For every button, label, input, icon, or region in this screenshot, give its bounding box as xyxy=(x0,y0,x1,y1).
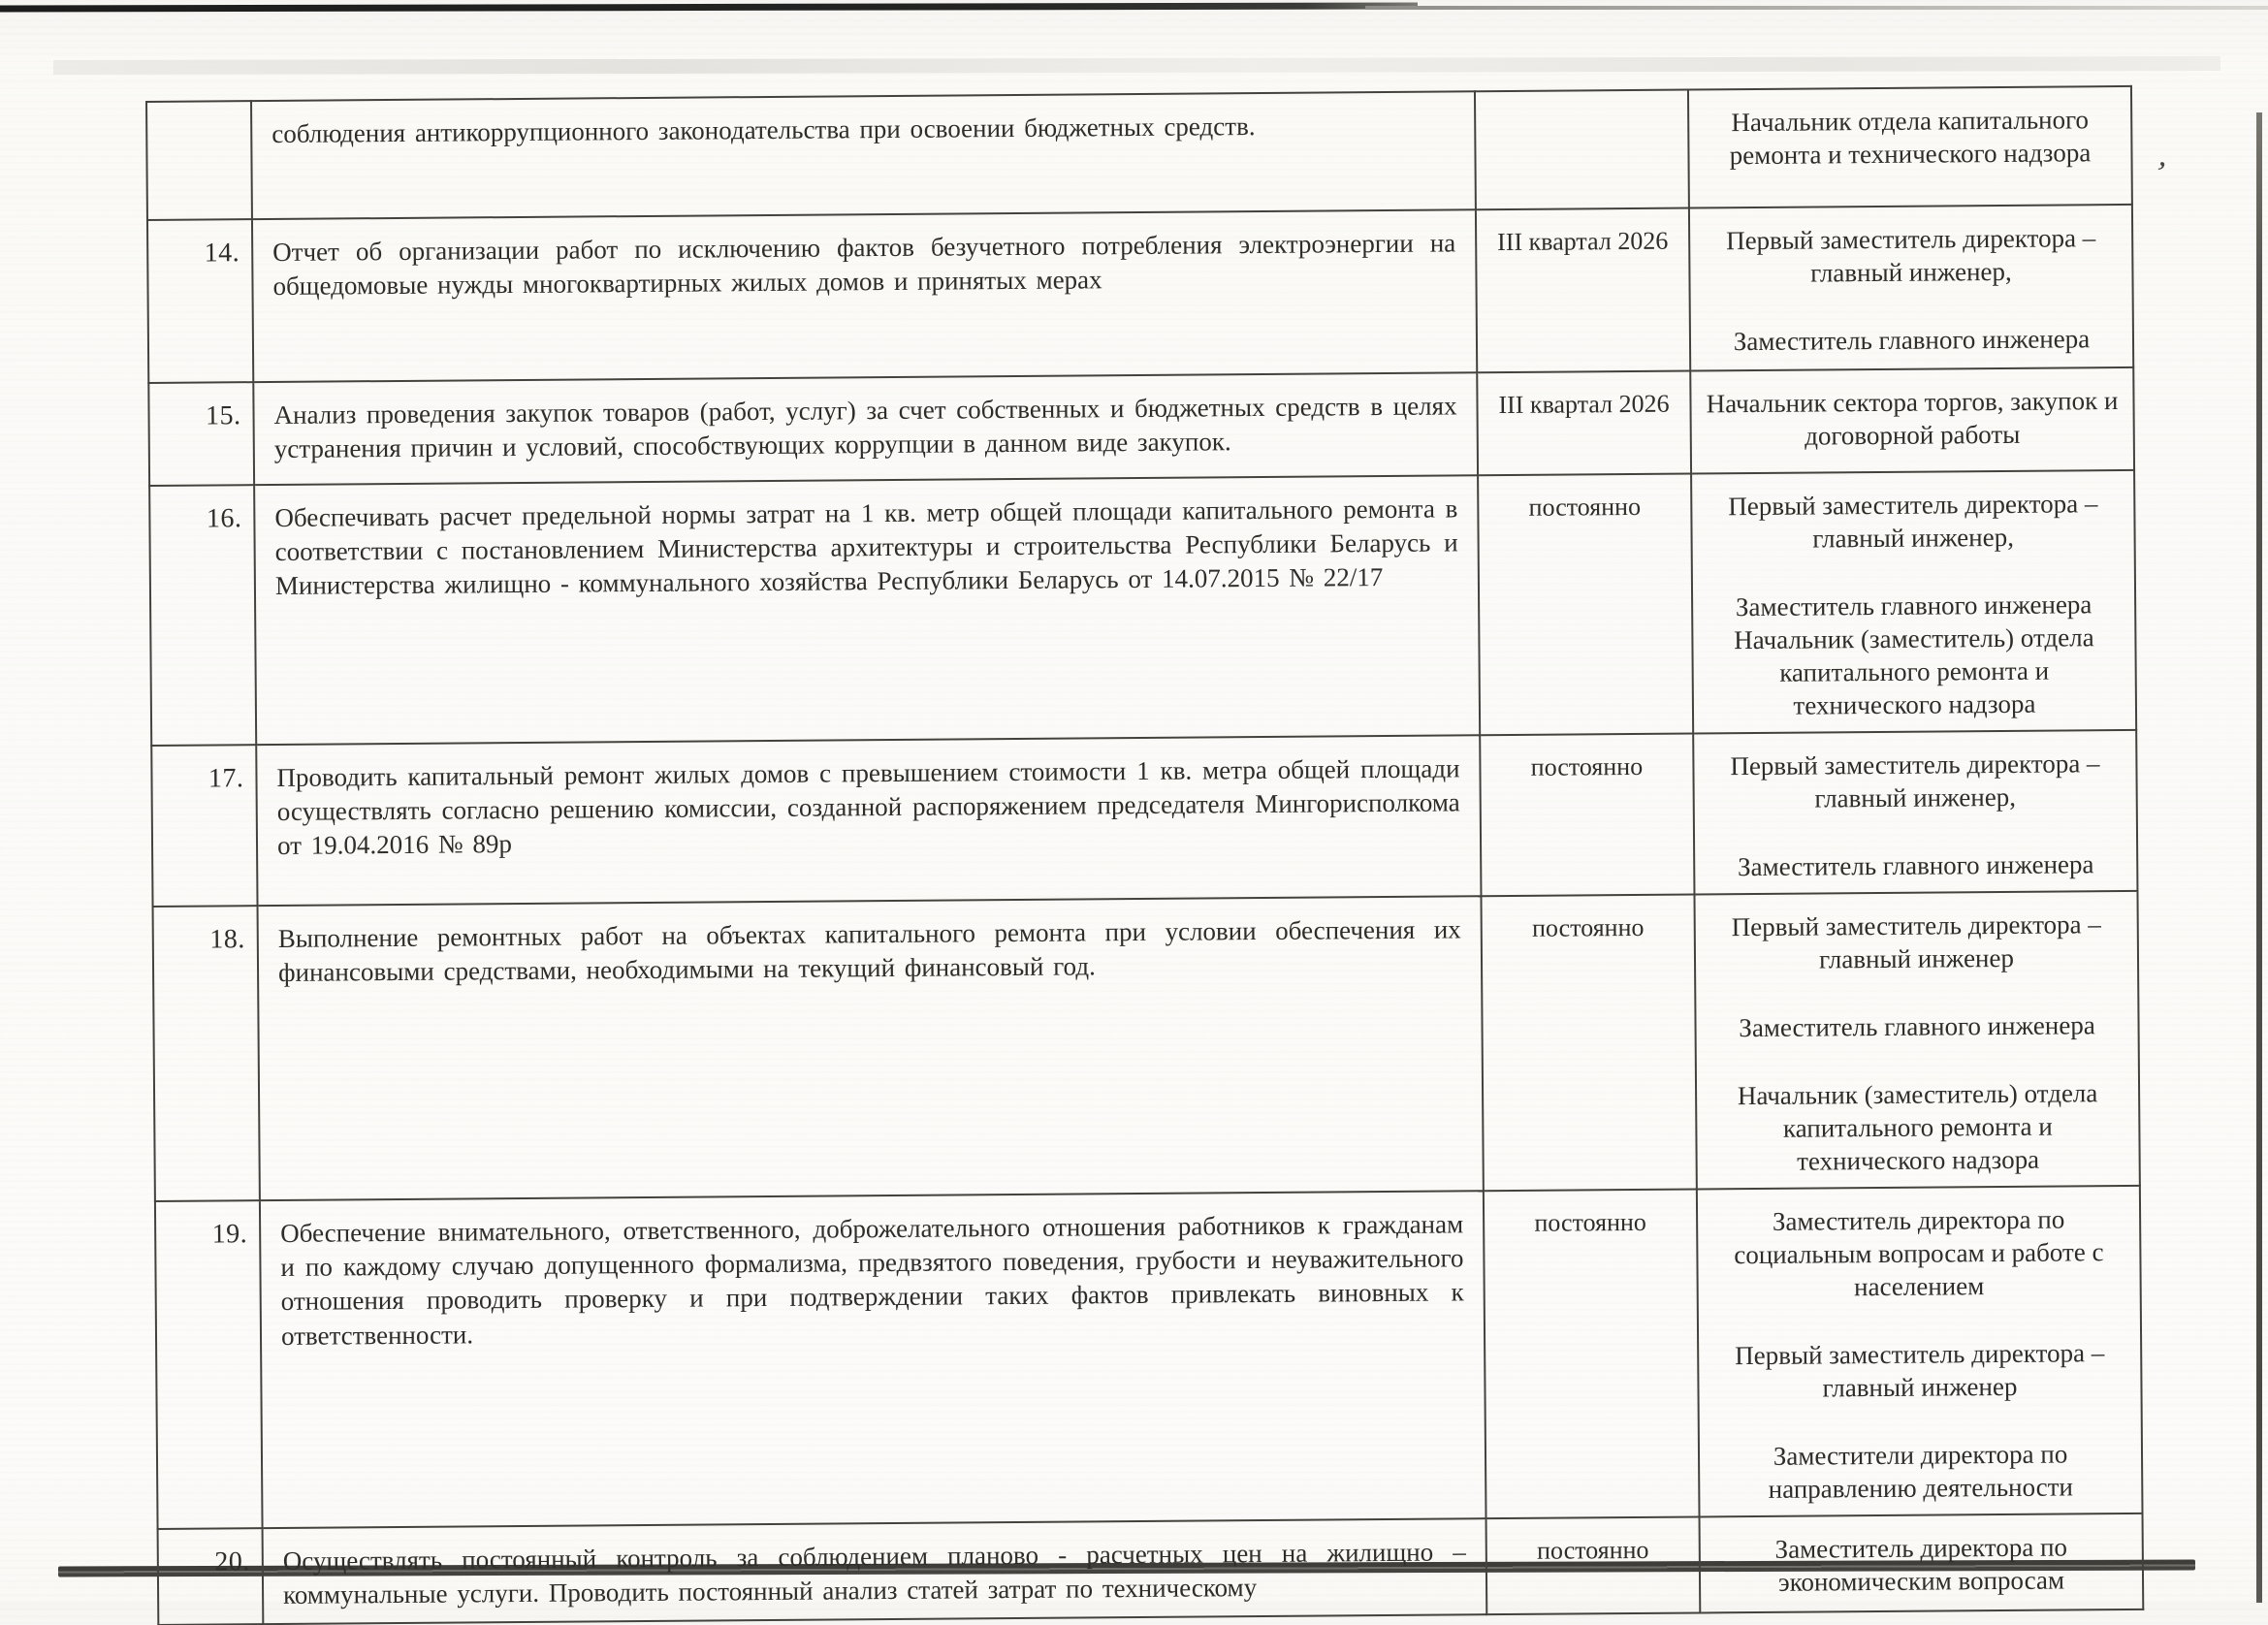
responsible-cell xyxy=(1690,367,2134,474)
responsible-entry: Заместитель главного инженера xyxy=(1735,589,2092,622)
responsible-spacer xyxy=(1709,1041,2126,1079)
responsible-entry: Первый заместитель директора – главный инженер, xyxy=(1726,223,2096,288)
deadline-text: III квартал 2026 xyxy=(1476,208,1690,373)
responsible-entry: Заместители директора по направлению деятельности xyxy=(1768,1439,2074,1505)
responsible-cell xyxy=(1700,1513,2144,1612)
table-row xyxy=(147,205,2133,383)
deadline-text: постоянно xyxy=(1486,1517,1701,1614)
responsible-spacer xyxy=(1711,1402,2129,1440)
ink-speck: , xyxy=(2156,137,2173,175)
task-text: Отчет об организации работ по исключению фактов безучетного потребления электроэнергии на общедомовые нужды многоквартирных жилых домов и принятых мерах xyxy=(252,209,1477,382)
scan-edge-top-line-tail xyxy=(1365,6,2268,10)
task-text: Обеспечивать расчет предельной нормы затрат на 1 кв. метр общей площади капитального ремонта в соответствии с постановлением Министерства архитектуры и строительства Республики Беларусь и Министерства жилищно - коммунального хозяйства Республики Беларусь от 14.07.2015 № 22/17 xyxy=(254,475,1480,745)
table-row xyxy=(153,891,2140,1201)
responsible-cell xyxy=(1693,730,2137,895)
responsible-entry: Первый заместитель директора – главный инженер, xyxy=(1730,749,2100,813)
table-row xyxy=(158,1513,2144,1624)
row-number: 20. xyxy=(158,1528,264,1624)
responsible-cell xyxy=(1689,205,2133,371)
responsible-spacer xyxy=(1710,1301,2128,1339)
responsible-entry: Начальник отдела капитального ремонта и технического надзора xyxy=(1729,105,2092,171)
row-number: 14. xyxy=(147,219,253,383)
responsible-entry: Первый заместитель директора – главный инженер xyxy=(1735,1338,2105,1403)
table-row xyxy=(151,730,2137,907)
scan-smudge-band xyxy=(53,56,2220,75)
responsible-cell xyxy=(1688,86,2132,208)
responsible-entry: Первый заместитель директора – главный инженер, xyxy=(1728,489,2098,554)
deadline-text: постоянно xyxy=(1480,734,1694,897)
deadline-text: постоянно xyxy=(1478,473,1693,735)
responsible-entry: Заместитель директора по экономическим вопросам xyxy=(1774,1532,2068,1598)
plan-table xyxy=(145,85,2144,1625)
task-text: Осуществлять постоянный контроль за соблюдением планово - расчетных цен на жилищно – коммунальные услуги. Проводить постоянный анализ статей затрат по техническому xyxy=(263,1519,1487,1624)
responsible-spacer xyxy=(1707,812,2124,850)
scan-edge-top-line xyxy=(0,2,1418,12)
row-number xyxy=(146,101,252,220)
responsible-cell xyxy=(1691,470,2136,734)
deadline-text: постоянно xyxy=(1484,1190,1700,1519)
deadline-text: постоянно xyxy=(1481,895,1696,1192)
responsible-spacer xyxy=(1705,553,2123,590)
table-row xyxy=(149,470,2136,746)
row-number: 18. xyxy=(153,906,260,1201)
row-number: 15. xyxy=(148,382,254,486)
task-text: соблюдения антикоррупционного законодательства при освоении бюджетных средств. xyxy=(251,91,1476,219)
scan-edge-right-line xyxy=(2256,112,2262,1603)
plan-table-body xyxy=(146,86,2143,1625)
table-row xyxy=(146,86,2132,220)
responsible-entry: Начальник сектора торгов, закупок и договорной работы xyxy=(1706,386,2119,451)
responsible-entry: Заместитель главного инженера xyxy=(1733,324,2091,357)
row-number: 19. xyxy=(155,1200,263,1529)
responsible-entry: Заместитель главного инженера xyxy=(1737,849,2094,882)
row-number: 16. xyxy=(149,485,256,746)
task-text: Проводить капитальный ремонт жилых домов с превышением стоимости 1 кв. метра общей площади осуществлять согласно решению комиссии, созданной распоряжением председателя Мингорисполкома от 19.04.2016 № 89р xyxy=(256,735,1481,906)
responsible-cell xyxy=(1694,891,2139,1190)
task-text: Анализ проведения закупок товаров (работ, услуг) за счет собственных и бюджетных средств в целях устранения причин и условий, способствующих коррупции в данном виде закупок. xyxy=(253,372,1478,485)
row-number: 17. xyxy=(151,745,257,907)
responsible-entry: Заместитель директора по социальным вопросам и работе с населением xyxy=(1734,1204,2104,1302)
responsible-entry: Начальник (заместитель) отдела капитального ремонта и технического надзора xyxy=(1734,622,2094,720)
task-text: Выполнение ремонтных работ на объектах капитального ремонта при условии обеспечения их финансовыми средствами, необходимыми на текущий финансовый год. xyxy=(258,896,1484,1200)
responsible-spacer xyxy=(1708,973,2125,1011)
responsible-cell xyxy=(1697,1186,2143,1517)
deadline-text: III квартал 2026 xyxy=(1477,370,1691,475)
responsible-entry: Заместитель главного инженера xyxy=(1739,1010,2095,1043)
deadline-text xyxy=(1475,90,1689,210)
responsible-entry: Первый заместитель директора – главный инженер xyxy=(1731,909,2101,974)
responsible-entry: Начальник (заместитель) отдела капитального ремонта и технического надзора xyxy=(1737,1078,2098,1176)
task-text: Обеспечение внимательного, ответственного, доброжелательного отношения работников к гражданам и по каждому случаю допущенного формализма, предвзятого поведения, грубости и неуважительного отношения проводить проверку и при подтверждении таких фактов привлекать виновных к ответственности. xyxy=(260,1191,1486,1528)
table-row xyxy=(155,1186,2143,1529)
responsible-spacer xyxy=(1703,287,2121,325)
table-row xyxy=(148,367,2134,486)
